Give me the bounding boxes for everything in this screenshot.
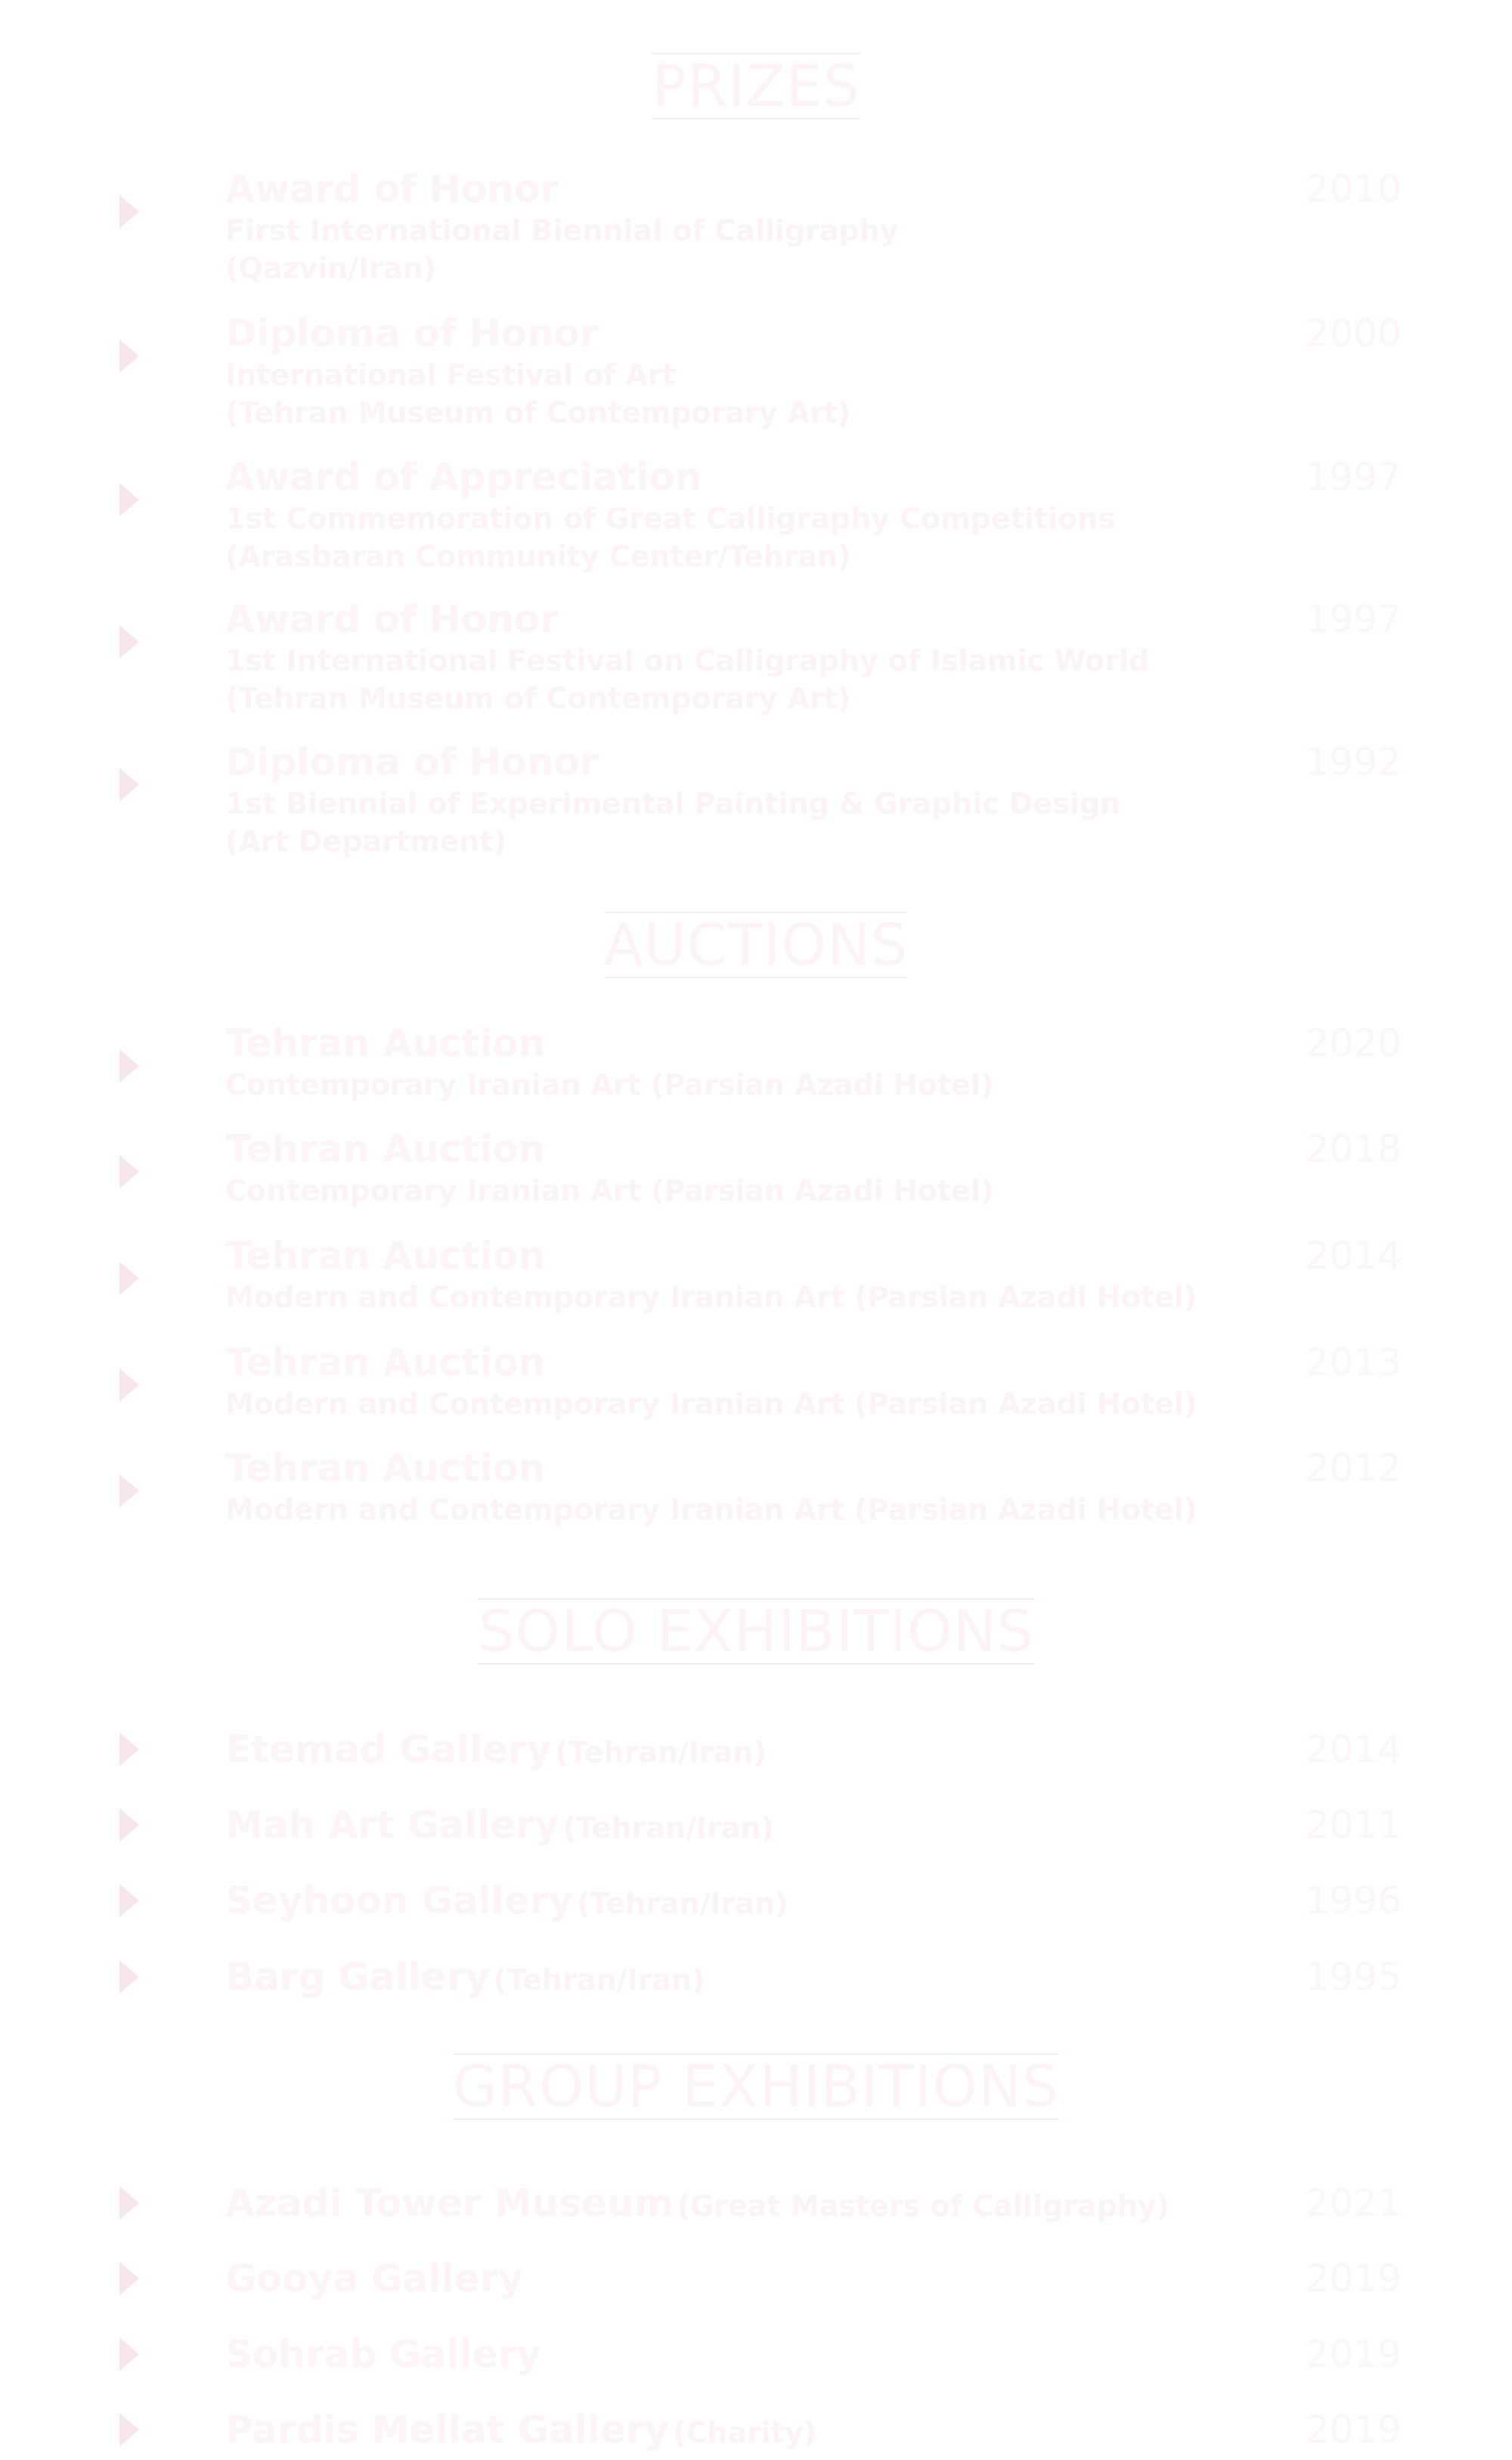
auction-title: Tehran Auction — [225, 1340, 546, 1384]
bullet-arrow-icon — [119, 195, 139, 228]
exhibition-year: 1996 — [1305, 1879, 1402, 1922]
gallery-name: Mah Art Gallery — [225, 1803, 559, 1847]
prizes-heading-text: PRIZES — [652, 52, 860, 119]
prize-title: Award of Appreciation — [225, 455, 702, 499]
prize-event: 1st International Festival on Calligraphy of Islamic World — [225, 644, 1150, 677]
group-exhibition-text — [225, 2333, 541, 2384]
exhibition-year: 2021 — [1305, 2181, 1402, 2225]
bullet-arrow-icon — [119, 1155, 139, 1188]
venue-name: Pardis Mellat Gallery — [225, 2408, 670, 2452]
venue-note: (Great Masters of Calligraphy) — [677, 2189, 1170, 2223]
bullet-arrow-icon — [119, 2262, 139, 2295]
exhibition-year: 2014 — [1305, 1727, 1402, 1771]
auction-title: Tehran Auction — [225, 1021, 546, 1065]
exhibition-year: 2019 — [1305, 2408, 1402, 2452]
solo-exhibition-text — [225, 1956, 705, 2007]
auction-year: 2014 — [1305, 1234, 1402, 1278]
solo-exhibition-text — [225, 1804, 774, 1855]
bullet-arrow-icon — [119, 2413, 139, 2446]
bullet-arrow-icon — [119, 1960, 139, 1994]
bullet-arrow-icon — [119, 483, 139, 516]
prize-title: Diploma of Honor — [225, 311, 599, 355]
bullet-arrow-icon — [119, 768, 139, 801]
prize-year: 2000 — [1305, 311, 1402, 355]
prize-venue: (Qazvin/Iran) — [225, 252, 437, 285]
gallery-location: (Tehran/Iran) — [577, 1887, 789, 1920]
exhibition-year: 2019 — [1305, 2257, 1402, 2300]
bullet-arrow-icon — [119, 2338, 139, 2371]
auction-year: 2018 — [1305, 1127, 1402, 1171]
venue-name: Azadi Tower Museum — [225, 2181, 674, 2225]
gallery-name: Barg Gallery — [225, 1955, 490, 1999]
prize-event: International Festival of Art — [225, 358, 676, 392]
bullet-arrow-icon — [119, 1884, 139, 1917]
auction-title: Tehran Auction — [225, 1234, 546, 1278]
bullet-arrow-icon — [119, 625, 139, 658]
bullet-arrow-icon — [119, 339, 139, 373]
gallery-location: (Tehran/Iran) — [494, 1963, 705, 1997]
solo-exhibitions-heading — [0, 1598, 1512, 1665]
prize-event: First International Biennial of Calligraphy — [225, 214, 899, 247]
bullet-arrow-icon — [119, 1474, 139, 1507]
auction-title: Tehran Auction — [225, 1127, 546, 1171]
prize-venue: (Tehran Museum of Contemporary Art) — [225, 682, 851, 715]
auction-year: 2013 — [1305, 1340, 1402, 1384]
exhibition-year: 1995 — [1305, 1955, 1402, 1999]
auction-year: 2020 — [1305, 1021, 1402, 1065]
venue-note: (Charity) — [673, 2416, 817, 2449]
prizes-heading — [0, 53, 1512, 119]
exhibition-year: 2011 — [1305, 1803, 1402, 1847]
prize-title: Award of Honor — [225, 167, 559, 211]
group-exhibition-text — [225, 2409, 816, 2460]
bullet-arrow-icon — [119, 1049, 139, 1083]
gallery-location: (Tehran/Iran) — [555, 1736, 767, 1769]
bullet-arrow-icon — [119, 1808, 139, 1842]
gallery-name: Seyhoon Gallery — [225, 1879, 574, 1922]
group-exhibition-text — [225, 2182, 1170, 2233]
gallery-name: Etemad Gallery — [225, 1727, 552, 1771]
auctions-heading-text: AUCTIONS — [603, 911, 909, 978]
exhibition-year: 2019 — [1305, 2332, 1402, 2376]
prize-year: 2010 — [1305, 167, 1402, 211]
venue-name: Sohrab Gallery — [225, 2332, 541, 2376]
prize-year: 1997 — [1305, 455, 1402, 499]
auctions-heading — [0, 912, 1512, 978]
prize-title: Award of Honor — [225, 597, 559, 641]
bullet-arrow-icon — [119, 1262, 139, 1295]
auction-title: Tehran Auction — [225, 1446, 546, 1490]
prize-title: Diploma of Honor — [225, 740, 599, 784]
prize-venue: (Art Department) — [225, 825, 507, 858]
group-exhibition-text — [225, 2257, 523, 2309]
prize-venue: (Arasbaran Community Center/Tehran) — [225, 540, 851, 573]
gallery-location: (Tehran/Iran) — [562, 1811, 774, 1845]
bullet-arrow-icon — [119, 2186, 139, 2220]
group-exhibitions-heading — [0, 2053, 1512, 2120]
bullet-arrow-icon — [119, 1368, 139, 1402]
solo-exhibitions-heading-text: SOLO EXHIBITIONS — [478, 1597, 1034, 1665]
solo-exhibition-text — [225, 1728, 767, 1780]
prize-venue: (Tehran Museum of Contemporary Art) — [225, 396, 851, 429]
prize-year: 1992 — [1305, 740, 1402, 784]
auction-detail: Modern and Contemporary Iranian Art (Parsian Azadi Hotel) — [225, 1493, 1198, 1526]
solo-exhibition-text — [225, 1879, 788, 1931]
group-exhibitions-heading-text: GROUP EXHIBITIONS — [452, 2053, 1060, 2120]
prize-year: 1997 — [1305, 597, 1402, 641]
venue-name: Gooya Gallery — [225, 2257, 523, 2300]
auction-year: 2012 — [1305, 1446, 1402, 1490]
auction-detail: Contemporary Iranian Art (Parsian Azadi Hotel) — [225, 1068, 994, 1101]
prize-event: 1st Commemoration of Great Calligraphy Competitions — [225, 502, 1115, 535]
auction-detail: Modern and Contemporary Iranian Art (Parsian Azadi Hotel) — [225, 1281, 1198, 1314]
bullet-arrow-icon — [119, 1733, 139, 1766]
auction-detail: Modern and Contemporary Iranian Art (Parsian Azadi Hotel) — [225, 1387, 1198, 1421]
auction-detail: Contemporary Iranian Art (Parsian Azadi Hotel) — [225, 1174, 994, 1207]
prize-event: 1st Biennial of Experimental Painting & Graphic Design — [225, 787, 1121, 820]
